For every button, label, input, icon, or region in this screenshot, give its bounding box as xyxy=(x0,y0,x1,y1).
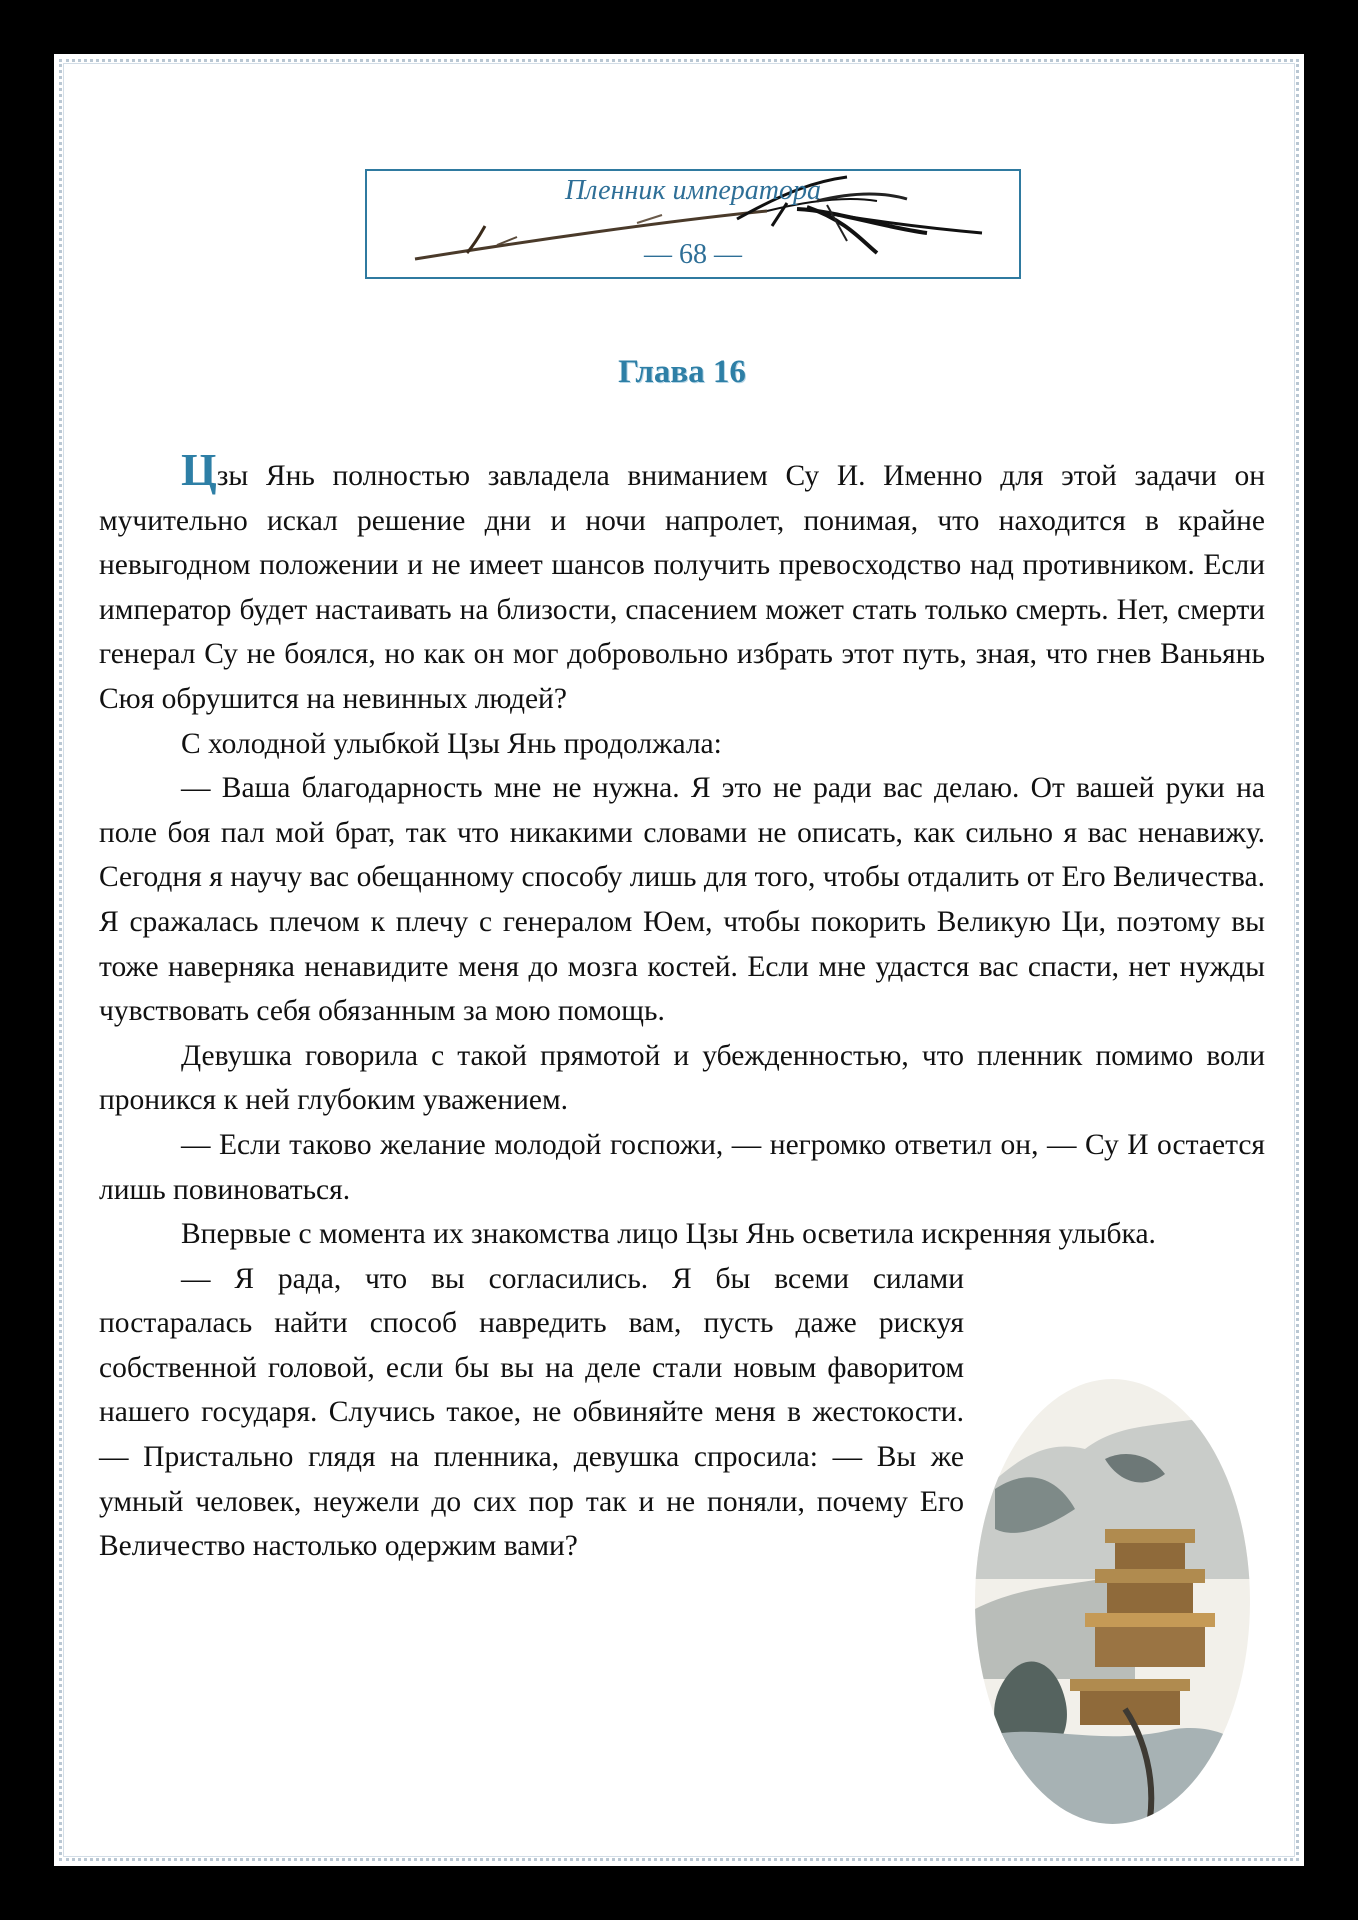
paragraph: Впервые с момента их знакомства лицо Цзы Янь осветила искренняя улыбка. xyxy=(181,1218,1156,1251)
paragraph: — Если таково желание молодой госпожи, — негромко ответил он, — Су И остается лишь повиноваться. xyxy=(99,1128,1265,1206)
book-page xyxy=(54,54,1304,1866)
paragraph: Девушка говорила с такой прямотой и убежденностью, что пленник помимо воли проникся к ней глубоким уважением. xyxy=(99,1039,1265,1117)
oval-landscape-pagoda-image xyxy=(975,1379,1250,1824)
series-title: Пленник императора xyxy=(565,175,821,206)
paragraph xyxy=(99,444,1265,722)
page-number: — 68 — xyxy=(644,239,742,270)
paragraph: С холодной улыбкой Цзы Янь продолжала: xyxy=(181,727,722,760)
drop-cap: Ц xyxy=(181,444,217,495)
paragraph: — Ваша благодарность мне не нужна. Я это не ради вас делаю. От вашей руки на поле боя пал мой брат, так что никакими словами не описать, как сильно я вас ненавижу. Сегодня я научу вас обещанному способу лишь для того, чтобы отдалить от Его Величества. Я сражалась плечом к плечу с генералом Юем, чтобы покорить Великую Ци, поэтому вы тоже наверняка ненавидите меня до мозга костей. Если мне удастся вас спасти, нет нужды чувствовать себя обязанным за мою помощь. xyxy=(99,772,1265,1028)
paragraph-text: зы Янь полностью завладела вниманием Су И. Именно для этой задачи он мучительно искал решение дни и ночи напролет, понимая, что находится в крайне невыгодном положении и не имеет шансов получить превосходство над противником. Если император будет настаивать на близости, спасением может стать только смерть. Нет, смерти генерал Су не боялся, но как он мог добровольно избрать этот путь, зная, что гнев Ваньянь Сюя обрушится на невинных людей? xyxy=(99,460,1265,715)
chapter-title: Глава 16 xyxy=(618,354,746,390)
paragraph: — Я рада, что вы согласились. Я бы всеми силами постаралась найти способ навредить вам, пусть даже рискуя собственной головой, если бы вы на деле стали новым фаворитом нашего государя. Случись такое, не обвиняйте меня в жестокости. — Пристально глядя на пленника, девушка спросила: — Вы же умный человек, неужели до сих пор так и не поняли, почему Его Величество настолько одержим вами? xyxy=(99,1262,964,1563)
running-header xyxy=(365,169,1021,279)
